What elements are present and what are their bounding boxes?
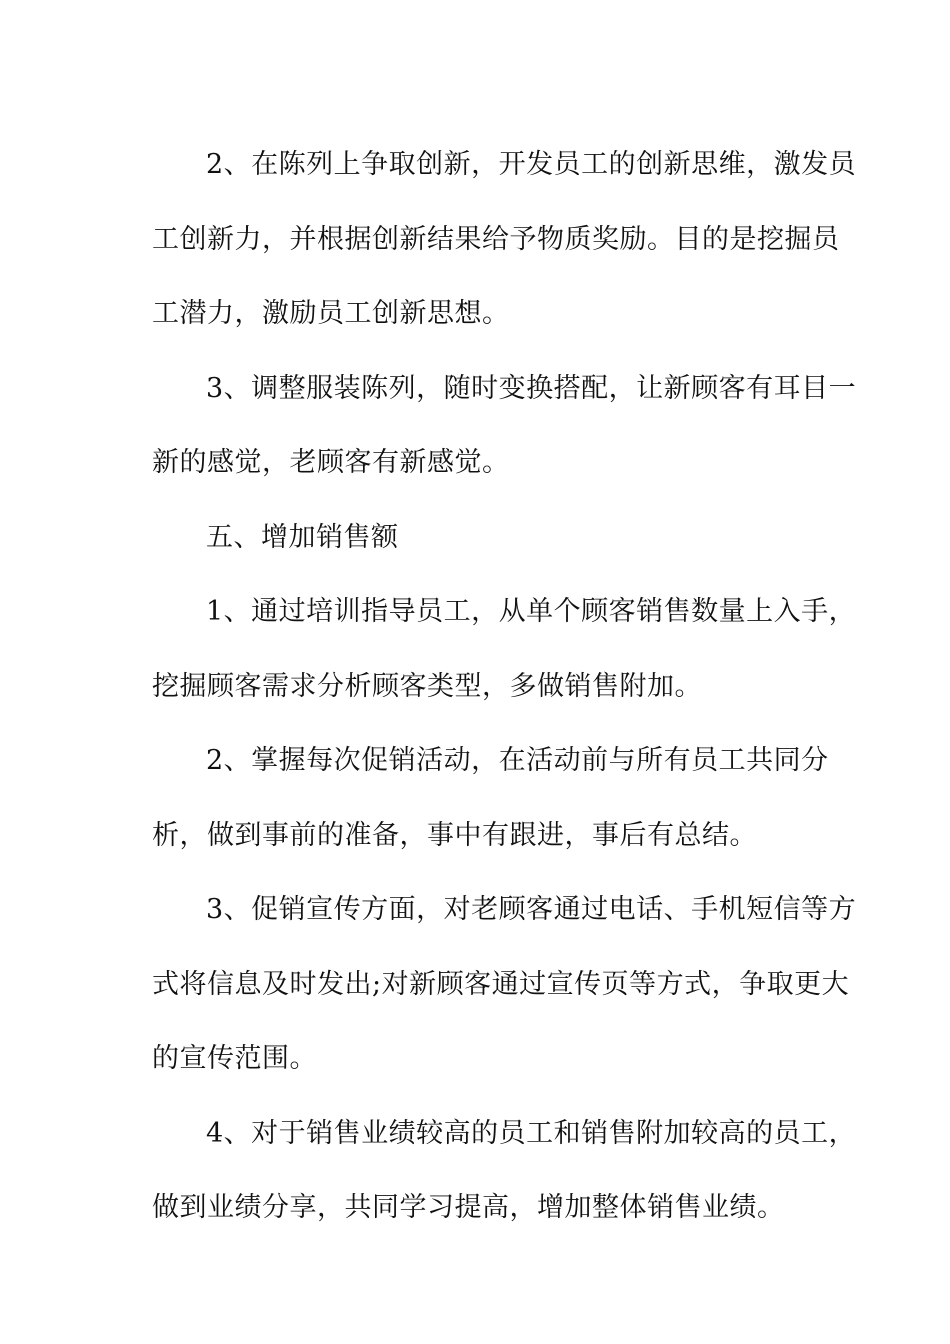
paragraph-line: 3、调整服装陈列，随时变换搭配，让新顾客有耳目一 bbox=[206, 372, 857, 404]
paragraph-line: 2、掌握每次促销活动，在活动前与所有员工共同分 bbox=[206, 745, 829, 776]
paragraph-line: 新的感觉，老顾客有新感觉。 bbox=[152, 447, 510, 478]
paragraph-promotion-activity bbox=[152, 724, 829, 873]
section-heading-increase-sales bbox=[152, 501, 812, 576]
paragraph-line: 做到业绩分享，共同学习提高，增加整体销售业绩。 bbox=[152, 1192, 785, 1223]
paragraph-line: 挖掘顾客需求分析顾客类型，多做销售附加。 bbox=[152, 670, 702, 702]
paragraph-training bbox=[152, 575, 857, 724]
document-body bbox=[152, 128, 857, 1246]
paragraph-line: 析，做到事前的准备，事中有跟进，事后有总结。 bbox=[152, 819, 757, 851]
paragraph-adjust-display bbox=[152, 352, 857, 501]
paragraph-line: 式将信息及时发出;对新顾客通过宣传页等方式，争取更大 bbox=[152, 968, 850, 1000]
paragraph-promotion-publicity bbox=[152, 873, 857, 1097]
paragraph-innovation-display bbox=[152, 128, 857, 352]
paragraph-line: 工潜力，激励员工创新思想。 bbox=[152, 298, 510, 329]
section-heading-text: 五、增加销售额 bbox=[206, 521, 399, 553]
paragraph-line: 的宣传范围。 bbox=[152, 1043, 317, 1074]
paragraph-line: 1、通过培训指导员工，从单个顾客销售数量上入手， bbox=[206, 596, 857, 627]
paragraph-performance-sharing bbox=[152, 1097, 857, 1246]
paragraph-line: 4、对于销售业绩较高的员工和销售附加较高的员工， bbox=[206, 1117, 857, 1149]
paragraph-line: 工创新力，并根据创新结果给予物质奖励。目的是挖掘员 bbox=[152, 223, 840, 255]
paragraph-line: 2、在陈列上争取创新，开发员工的创新思维，激发员 bbox=[206, 149, 857, 180]
paragraph-line: 3、促销宣传方面，对老顾客通过电话、手机短信等方 bbox=[206, 894, 857, 925]
